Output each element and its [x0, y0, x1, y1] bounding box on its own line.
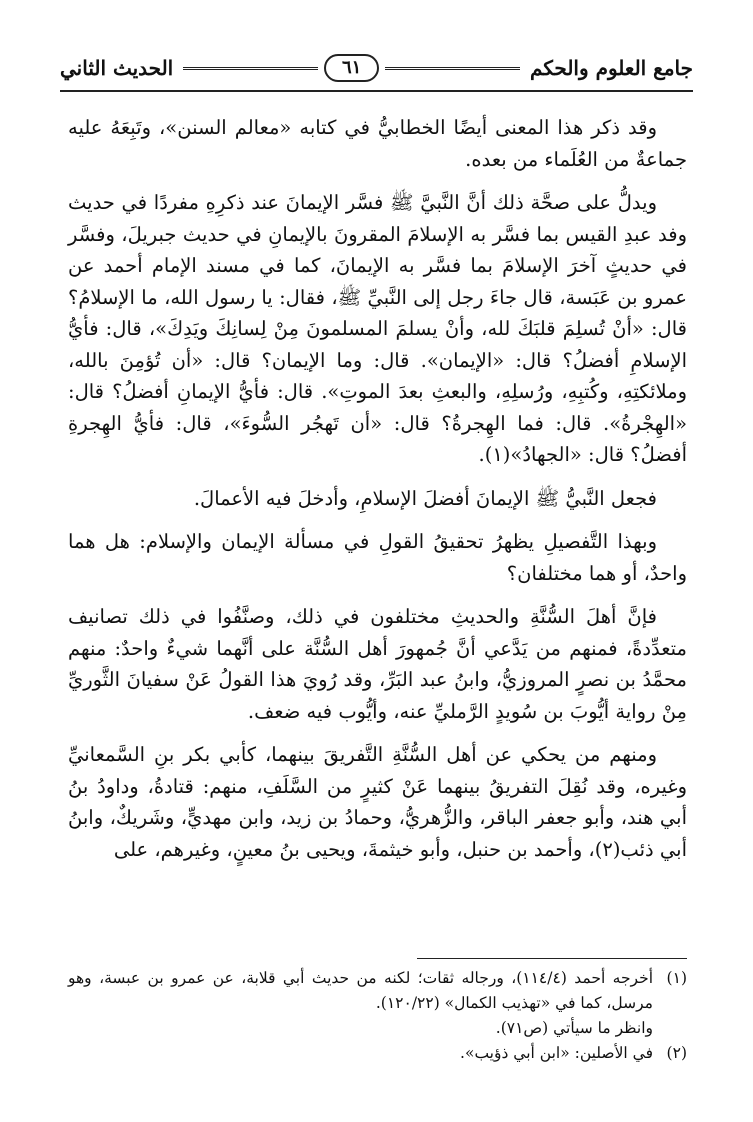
footnotes [68, 966, 687, 1066]
main-text [68, 112, 687, 877]
paragraph: ومنهم من يحكي عن أهل السُّنَّةِ التَّفريقَ بينهما، كأبي بكر بنِ السَّمعانيِّ وغيره، وقد نُقِلَ التفريقُ بينهما عَنْ كثيرٍ من السَّلَفِ، منهم: قتادةُ، وداودُ بنُ أبي هند، وأبو جعفر الباقر، والزُّهريُّ، وحمادُ بن زيد، وابن مهديٍّ، وشَريكٌ، وابنُ أبي ذئب(٢)، وأحمد بن حنبل، وأبو خيثمةَ، ويحيى بنُ معينٍ، وغيرهم، على [68, 743, 687, 861]
paragraph: فجعل النَّبيُّ ﷺ الإيمانَ أفضلَ الإسلامِ، وأدخلَ فيه الأعمالَ. [193, 486, 657, 510]
header-double-line-left [183, 67, 318, 70]
header-rule [60, 90, 693, 92]
header-double-line-right [385, 67, 520, 70]
footnote-continuation: وانظر ما سيأتي (ص٧١). [495, 1019, 653, 1037]
book-title: جامع العلوم والحكم [530, 56, 693, 80]
paragraph: فإنَّ أهلَ السُّنَّةِ والحديثِ مختلفون في ذلك، وصنَّفُوا في ذلك تصانيف متعدِّدةً، فمنهم من يَدَّعي أنَّ جُمهورَ أهل السُّنَّة على أنَّهما شيءٌ واحدٌ: منهم محمَّدُ بن نصرٍ المروزيُّ، وابنُ عبد البَرِّ، وقد رُويَ هذا القولُ عَنْ سفيانَ الثَّوريِّ مِنْ رواية أيُّوبَ بن سُويدٍ الرَّمليِّ عنه، وأيُّوب فيه ضعف. [68, 605, 687, 723]
paragraph: وقد ذكر هذا المعنى أيضًا الخطابيُّ في كتابه «معالم السنن»، وتَبِعَهُ عليه جماعةٌ من العُلَماء من بعده. [68, 116, 687, 171]
footnote-separator [417, 958, 687, 959]
paragraph: ويدلُّ على صحَّة ذلك أنَّ النَّبيَّ ﷺ فسَّر الإيمانَ عند ذكرِهِ مفردًا في حديث وفد عبدِ القيس بما فسَّر به الإسلامَ المقرونَ بالإيمانِ في حديث جبريلَ، وفسَّر في حديثٍ آخرَ الإسلامَ بما فسَّر به الإيمانَ، كما في مسند الإمام أحمد عن عمرو بن عَبَسة، قال جاءَ رجل إلى النَّبيِّ ﷺ، فقال: يا رسول الله، ما الإسلامُ؟ قال: «أنْ تُسلِمَ قلبَكَ لله، وأنْ يسلمَ المسلمونَ مِنْ لِسانِكَ ويَدِكَ»، قال: فأيُّ الإسلامِ أفضلُ؟ قال: «الإيمان». قال: وما الإيمان؟ قال: «أن تُؤمِنَ بالله، وملائكتِهِ، وكُتبِهِ، ورُسلِهِ، والبعثِ بعدَ الموتِ». قال: فأيُّ الإيمانِ أفضلُ؟ قال: «الهِجْرةُ». قال: فما الهِجرةُ؟ قال: «أن تَهجُر السُّوءَ»، قال: فأيُّ الهِجرةِ أفضلُ؟ قال: «الجهادُ»(١). [68, 191, 687, 466]
page-number-ornament [183, 54, 520, 82]
footnote-number: (١) [666, 969, 687, 987]
footnote-text: أخرجه أحمد (١١٤/٤)، ورجاله ثقات؛ لكنه من حديث أبي قلابة، عن عمرو بن عبسة، وهو مرسل، كما في «تهذيب الكمال» (١٢٠/٢٢). [68, 969, 653, 1012]
page-number: ٦١ [324, 54, 379, 82]
chapter-label: الحديث الثاني [60, 56, 174, 80]
footnote-2 [68, 1041, 687, 1066]
footnote-number: (٢) [666, 1044, 687, 1062]
footnote-1 [68, 966, 687, 1016]
paragraph: وبهذا التَّفصيلِ يظهرُ تحقيقُ القولِ في مسألة الإيمان والإسلام: هل هما واحدٌ، أو هما مختلفان؟ [68, 530, 687, 585]
running-header [60, 48, 693, 88]
footnote-text: في الأصلين: «ابن أبي ذؤيب». [460, 1044, 653, 1062]
